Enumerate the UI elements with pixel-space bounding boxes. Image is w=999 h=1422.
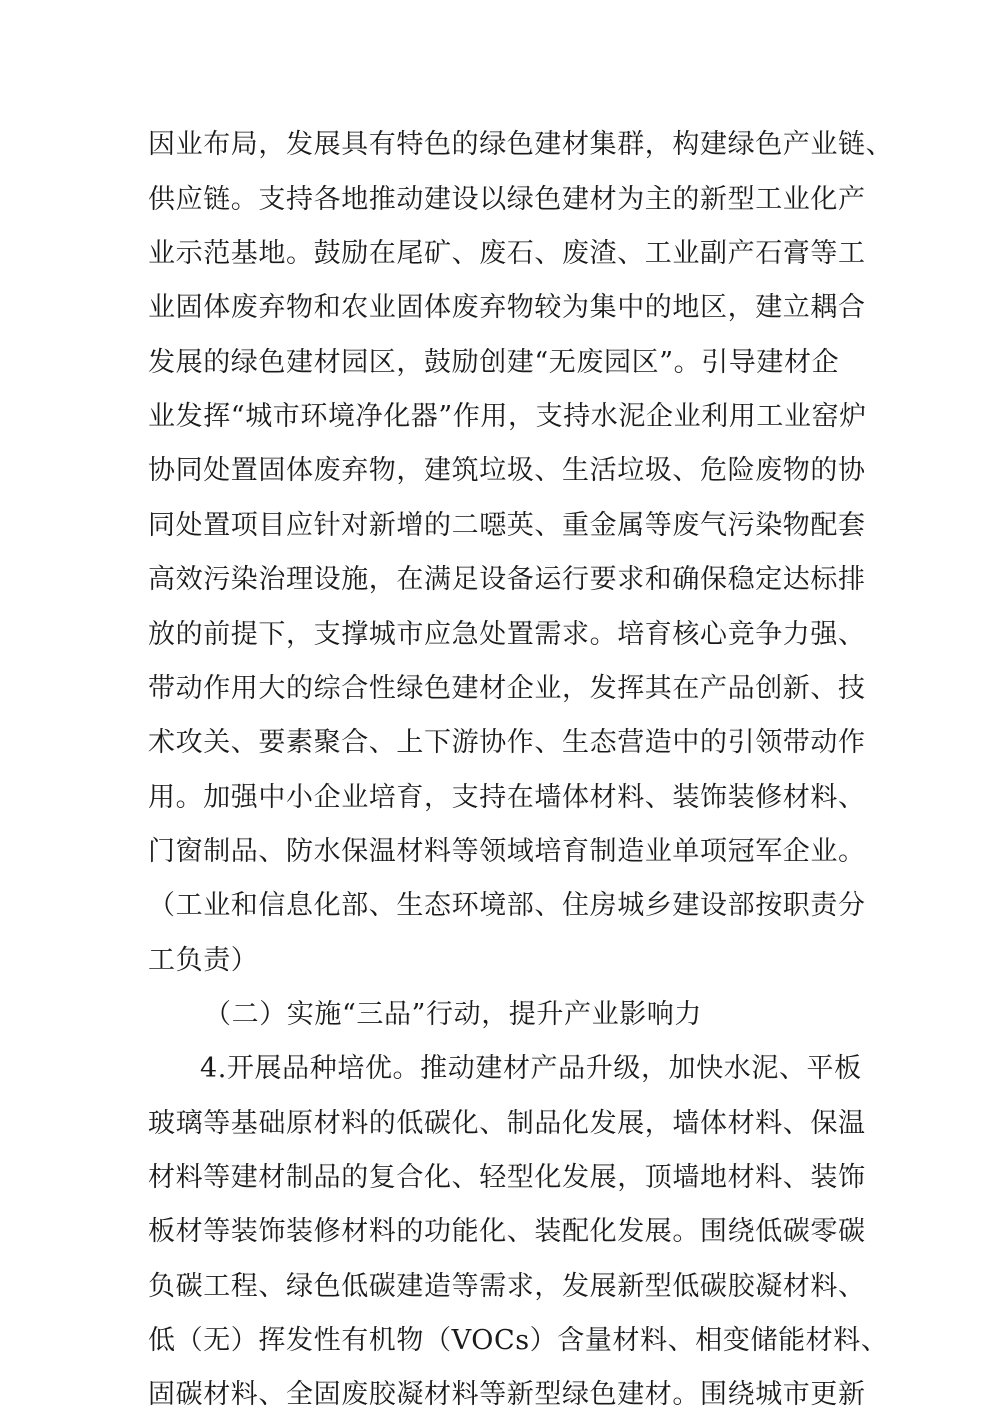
paragraph-line: 低（无）挥发性有机物（VOCs）含量材料、相变储能材料、 xyxy=(148,1325,889,1356)
paragraph-line: 高效污染治理设施，在满足设备运行要求和确保稳定达标排 xyxy=(148,564,866,595)
paragraph-line: （工业和信息化部、生态环境部、住房城乡建设部按职责分 xyxy=(148,890,866,921)
paragraph-line: 术攻关、要素聚合、上下游协作、生态营造中的引领带动作 xyxy=(148,727,866,758)
paragraph-line: 发展的绿色建材园区，鼓励创建“无废园区”。引导建材企 xyxy=(148,347,840,378)
paragraph-line: 负碳工程、绿色低碳建造等需求，发展新型低碳胶凝材料、 xyxy=(148,1271,866,1302)
paragraph-line: 玻璃等基础原材料的低碳化、制品化发展，墙体材料、保温 xyxy=(148,1108,866,1139)
paragraph-line: 材料等建材制品的复合化、轻型化发展，顶墙地材料、装饰 xyxy=(148,1162,866,1193)
paragraph-line: 同处置项目应针对新增的二噁英、重金属等废气污染物配套 xyxy=(148,510,866,541)
paragraph-line: 带动作用大的综合性绿色建材企业，发挥其在产品创新、技 xyxy=(148,673,866,704)
paragraph-line: 工负责） xyxy=(148,945,259,976)
paragraph-line: 4.开展品种培优。推动建材产品升级，加快水泥、平板 xyxy=(200,1053,862,1084)
paragraph-line: 供应链。支持各地推动建设以绿色建材为主的新型工业化产 xyxy=(148,184,866,215)
paragraph-line: 放的前提下，支撑城市应急处置需求。培育核心竞争力强、 xyxy=(148,619,866,650)
paragraph-line: 用。加强中小企业培育，支持在墙体材料、装饰装修材料、 xyxy=(148,782,866,813)
paragraph-line: 协同处置固体废弃物，建筑垃圾、生活垃圾、危险废物的协 xyxy=(148,455,866,486)
section-heading: （二）实施“三品”行动，提升产业影响力 xyxy=(204,999,703,1030)
paragraph-line: 因业布局，发展具有特色的绿色建材集群，构建绿色产业链、 xyxy=(148,129,894,160)
paragraph-line: 固碳材料、全固废胶凝材料等新型绿色建材。围绕城市更新 xyxy=(148,1379,866,1410)
paragraph-line: 业示范基地。鼓励在尾矿、废石、废渣、工业副产石膏等工 xyxy=(148,238,866,269)
paragraph-line: 板材等装饰装修材料的功能化、装配化发展。围绕低碳零碳 xyxy=(148,1216,866,1247)
paragraph-line: 业固体废弃物和农业固体废弃物较为集中的地区，建立耦合 xyxy=(148,292,866,323)
paragraph-line: 业发挥“城市环境净化器”作用，支持水泥企业利用工业窑炉 xyxy=(148,401,867,432)
paragraph-line: 门窗制品、防水保温材料等领域培育制造业单项冠军企业。 xyxy=(148,836,866,867)
